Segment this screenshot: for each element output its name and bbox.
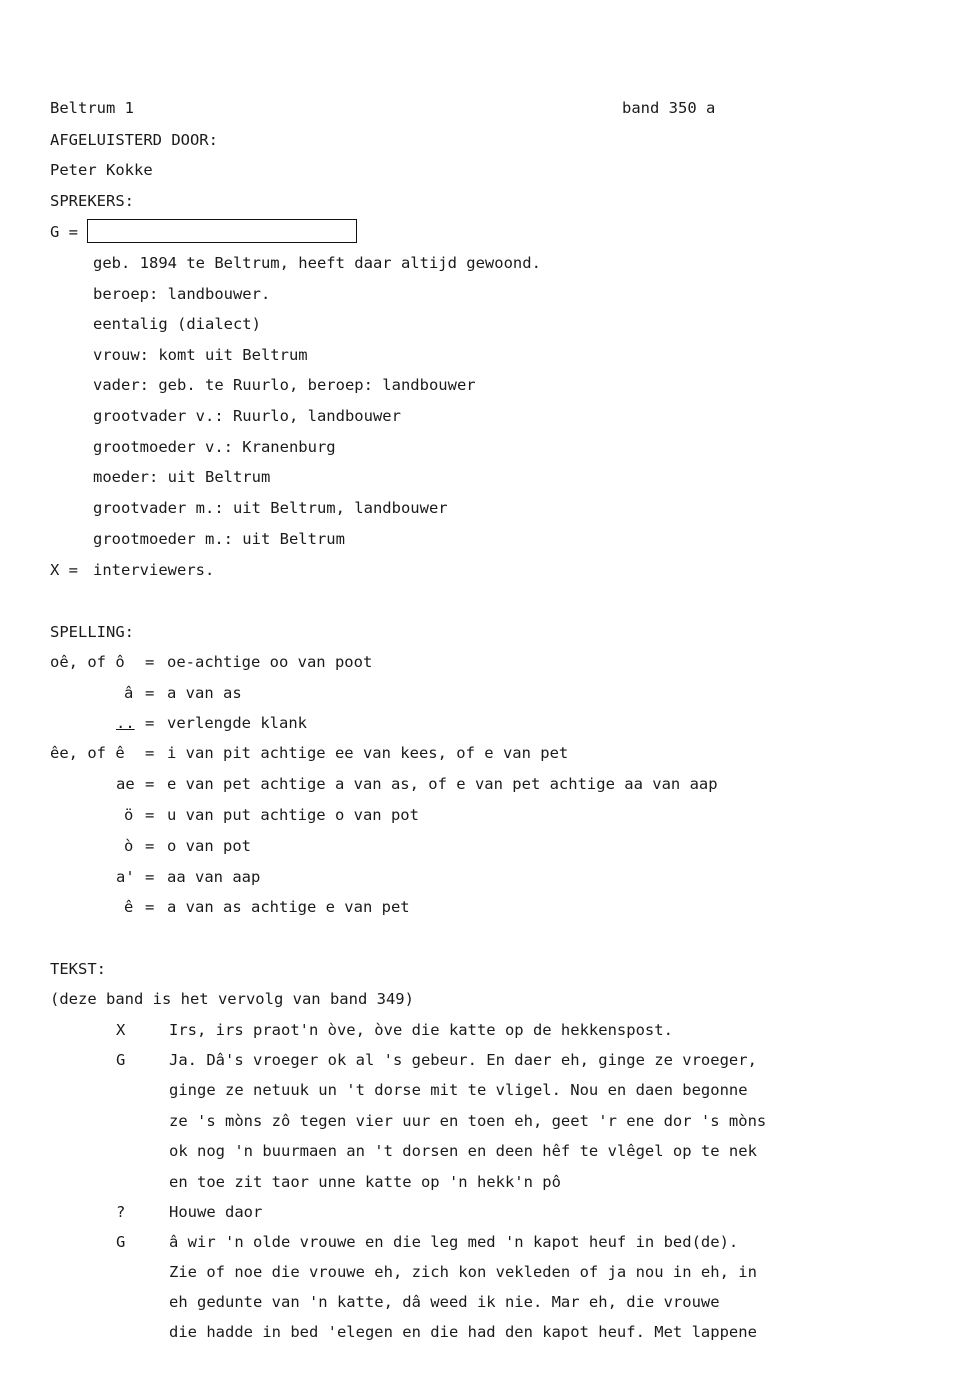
spelling-symbol: .. [116,714,135,732]
spelling-description: o van pot [167,837,251,855]
speaker-info-line: beroep: landbouwer. [93,285,271,303]
speaker-info-line: grootmoeder v.: Kranenburg [93,438,336,456]
dialogue-line: Zie of noe die vrouwe eh, zich kon vekleden of ja nou in eh, in [169,1263,757,1281]
speaker-info-line: grootmoeder m.: uit Beltrum [93,530,345,548]
spelling-description: verlengde klank [167,714,307,732]
dialogue-speaker: X [116,1021,126,1039]
spelling-equals: = [145,775,155,793]
speaker-info-line: eentalig (dialect) [93,315,261,333]
dialogue-line: ginge ze netuuk un 't dorse mit te vligel. Nou en daen begonne [169,1081,748,1099]
spelling-description: aa van aap [167,868,261,886]
spelling-symbol: ö [124,806,134,824]
text-intro: (deze band is het vervolg van band 349) [50,990,414,1008]
spelling-symbol: ae [116,775,135,793]
spelling-equals: = [145,898,155,916]
speaker-info-line: vader: geb. te Ruurlo, beroep: landbouwer [93,376,476,394]
dialogue-speaker: G [116,1051,126,1069]
spelling-description: oe-achtige oo van poot [167,653,373,671]
speaker-info-line: moeder: uit Beltrum [93,468,271,486]
spelling-symbol: ê [124,898,134,916]
spelling-heading: SPELLING: [50,623,134,641]
spelling-equals: = [145,806,155,824]
dialogue-line: en toe zit taor unne katte op 'n hekk'n pô [169,1173,561,1191]
spelling-symbol: â [124,684,134,702]
spelling-equals: = [145,837,155,855]
dialogue-line: ze 's mòns zô tegen vier uur en toen eh, geet 'r ene dor 's mòns [169,1112,767,1130]
spelling-description: i van pit achtige ee van kees, of e van pet [167,744,569,762]
interviewers-symbol: X = [50,561,78,579]
dialogue-line: eh gedunte van 'n katte, dâ weed ik nie. Mar eh, die vrouwe [169,1293,720,1311]
redacted-name-box [87,219,357,243]
text-heading: TEKST: [50,960,106,978]
spelling-symbol: a' [116,868,135,886]
listened-by-label: AFGELUISTERD DOOR: [50,131,218,149]
speaker-info-line: grootvader v.: Ruurlo, landbouwer [93,407,401,425]
spelling-description: a van as achtige e van pet [167,898,410,916]
spelling-description: e van pet achtige a van as, of e van pet achtige aa van aap [167,775,718,793]
spelling-equals: = [145,744,155,762]
tape-number: band 350 a [622,99,716,117]
speaker-info-line: vrouw: komt uit Beltrum [93,346,308,364]
spelling-equals: = [145,868,155,886]
dialogue-speaker: ? [116,1203,126,1221]
spelling-description: a van as [167,684,242,702]
speaker-info-line: geb. 1894 te Beltrum, heeft daar altijd gewoond. [93,254,541,272]
speaker-info-line: grootvader m.: uit Beltrum, landbouwer [93,499,448,517]
dialogue-line: â wir 'n olde vrouwe en die leg med 'n kapot heuf in bed(de). [169,1233,739,1251]
dialogue-speaker: G [116,1233,126,1251]
interviewers-text: interviewers. [93,561,215,579]
spelling-description: u van put achtige o van pot [167,806,419,824]
document-title: Beltrum 1 [50,99,134,117]
spelling-equals: = [145,653,155,671]
dialogue-line: ok nog 'n buurmaen an 't dorsen en deen hêf te vlêgel op te nek [169,1142,757,1160]
dialogue-line: die hadde in bed 'elegen en die had den kapot heuf. Met lappene [169,1323,757,1341]
spelling-equals: = [145,684,155,702]
speakers-label: SPREKERS: [50,192,134,210]
spelling-symbol: êe, of ê [50,744,125,762]
dialogue-line: Houwe daor [169,1203,263,1221]
listener-name: Peter Kokke [50,161,153,179]
spelling-equals: = [145,714,155,732]
dialogue-line: Ja. Dâ's vroeger ok al 's gebeur. En daer eh, ginge ze vroeger, [169,1051,757,1069]
spelling-symbol: oê, of ô [50,653,125,671]
dialogue-line: Irs, irs praot'n òve, òve die katte op de hekkenspost. [169,1021,673,1039]
spelling-symbol: ò [124,837,134,855]
speaker-g-label: G = [50,223,78,241]
